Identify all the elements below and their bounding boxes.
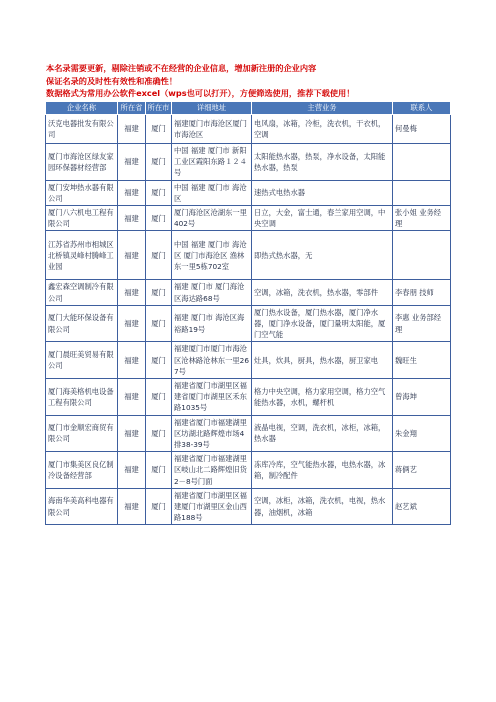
header-company-name: 企业名称 <box>46 102 118 115</box>
company-name-cell: 鑫宏森空调制冷有限公司 <box>46 280 118 305</box>
city-cell: 厦门 <box>146 180 172 205</box>
business-cell: 太阳能热水器，热泵，净水设备，太阳能热水器，热泵 <box>252 144 393 181</box>
header-province: 所在省 <box>118 102 146 115</box>
address-cell: 福建省厦门市福建湖里区坊湖北路辉煌市场4排38-39号 <box>172 415 252 452</box>
business-cell: 液晶电视，空调，洗衣机，冰柜，冰箱，热水器 <box>252 415 393 452</box>
address-cell: 福建省厦门市福建湖里区岐山北二路辉煌旧货2－8号门面 <box>172 452 252 489</box>
table-row <box>46 280 451 305</box>
contact-cell: 朱金翔 <box>393 415 451 452</box>
table-row <box>46 488 451 525</box>
contact-cell: 蒋俩艺 <box>393 452 451 489</box>
company-name-cell: 厦门八六机电工程有限公司 <box>46 206 118 231</box>
address-cell: 福建厦门市厦门市海沧区沧林路沧林东一里267号 <box>172 342 252 379</box>
address-cell: 福建 厦门市 海沧区海裕路19号 <box>172 305 252 342</box>
table-header-row <box>46 102 451 115</box>
province-cell: 福建 <box>118 180 146 205</box>
address-cell: 福建厦门市海沧区厦门市海沧区 <box>172 115 252 144</box>
table-row <box>46 231 451 280</box>
business-cell: 日立，大金，富士通，春兰家用空调，中央空调 <box>252 206 393 231</box>
city-cell: 厦门 <box>146 206 172 231</box>
business-cell: 灶具，炊具，厨具，热水器，厨卫家电 <box>252 342 393 379</box>
company-name-cell: 厦门市集美区良亿制冷设备经营部 <box>46 452 118 489</box>
contact-cell <box>393 144 451 181</box>
city-cell: 厦门 <box>146 305 172 342</box>
city-cell: 厦门 <box>146 115 172 144</box>
company-name-cell: 江苏省苏州市相城区北桥镇灵峰村腾峰工业园 <box>46 231 118 280</box>
city-cell: 厦门 <box>146 144 172 181</box>
province-cell: 福建 <box>118 206 146 231</box>
address-cell: 中国 福建 厦门市 海沧区 <box>172 180 252 205</box>
province-cell: 福建 <box>118 280 146 305</box>
province-cell: 福建 <box>118 115 146 144</box>
company-table <box>45 101 451 525</box>
business-cell: 空调，冰柜，冰箱，洗衣机，电视，热水器，油烟机，冰箱 <box>252 488 393 525</box>
province-cell: 福建 <box>118 415 146 452</box>
contact-cell: 魏旺生 <box>393 342 451 379</box>
table-row <box>46 379 451 416</box>
address-cell: 中国 福建 厦门市 海沧区 厦门市海沧区 渔林东一里5栋702室 <box>172 231 252 280</box>
table-row <box>46 305 451 342</box>
city-cell: 厦门 <box>146 415 172 452</box>
contact-cell <box>393 231 451 280</box>
province-cell: 福建 <box>118 379 146 416</box>
notice-line: 数据格式为常用办公软件excel（wps也可以打开），方便筛选使用，推荐下载使用！ <box>46 88 355 99</box>
address-cell: 福建省厦门市湖里区福建厦门市湖里区金山西路188号 <box>172 488 252 525</box>
business-cell: 格力中央空调，格力家用空调，格力空气能热水器，水机，螺杆机 <box>252 379 393 416</box>
business-cell: 厦门热水设备，厦门热水器，厦门净水器，厦门净水设备，厦门量明太阳能，厦门空气能 <box>252 305 393 342</box>
contact-cell: 李惠 业务部经理 <box>393 305 451 342</box>
contact-cell: 赵艺斌 <box>393 488 451 525</box>
business-cell: 速热式电热水器 <box>252 180 393 205</box>
city-cell: 厦门 <box>146 488 172 525</box>
notice-line: 本名录需要更新，剔除注销或不在经营的企业信息，增加新注册的企业内容 <box>46 63 317 73</box>
header-contact: 联系人 <box>393 102 451 115</box>
address-cell: 中国 福建 厦门市 新阳工业区霞阳东路１２４号 <box>172 144 252 181</box>
city-cell: 厦门 <box>146 342 172 379</box>
company-name-cell: 厦门市海沧区绿友家园环保器材经营部 <box>46 144 118 181</box>
notice-block <box>46 62 466 100</box>
company-name-cell: 海南华美高科电器有限公司 <box>46 488 118 525</box>
header-city: 所在市 <box>146 102 172 115</box>
table-row <box>46 206 451 231</box>
notice-line: 保证名录的及时性有效性和准确性！ <box>46 75 178 86</box>
contact-cell: 何曼梅 <box>393 115 451 144</box>
table-row <box>46 180 451 205</box>
province-cell: 福建 <box>118 488 146 525</box>
company-name-cell: 沃克电器批发有限公司 <box>46 115 118 144</box>
city-cell: 厦门 <box>146 231 172 280</box>
table-row <box>46 144 451 181</box>
contact-cell: 张小姐 业务经理 <box>393 206 451 231</box>
province-cell: 福建 <box>118 452 146 489</box>
company-name-cell: 厦门海美格机电设备工程有限公司 <box>46 379 118 416</box>
business-cell: 电风扇，冰箱，冷柜，洗衣机，干衣机，空调 <box>252 115 393 144</box>
province-cell: 福建 <box>118 231 146 280</box>
province-cell: 福建 <box>118 342 146 379</box>
contact-cell: 李春朋 技师 <box>393 280 451 305</box>
city-cell: 厦门 <box>146 280 172 305</box>
city-cell: 厦门 <box>146 379 172 416</box>
company-name-cell: 厦门安坤热水器有限公司 <box>46 180 118 205</box>
contact-cell <box>393 180 451 205</box>
company-name-cell: 厦门大能环保设备有限公司 <box>46 305 118 342</box>
province-cell: 福建 <box>118 305 146 342</box>
table-row <box>46 342 451 379</box>
business-cell: 空调，冰箱，洗衣机，热水器，零部件 <box>252 280 393 305</box>
table-row <box>46 452 451 489</box>
address-cell: 厦门海沧区沧湖东一里402号 <box>172 206 252 231</box>
company-name-cell: 厦门市金顺宏商贸有限公司 <box>46 415 118 452</box>
business-cell: 冻库冷库，空气能热水器，电热水器，冰箱，制冷配件 <box>252 452 393 489</box>
table-row <box>46 415 451 452</box>
province-cell: 福建 <box>118 144 146 181</box>
business-cell: 即热式热水器，无 <box>252 231 393 280</box>
header-business: 主营业务 <box>252 102 393 115</box>
city-cell: 厦门 <box>146 452 172 489</box>
header-address: 详细地址 <box>172 102 252 115</box>
contact-cell: 曾海坤 <box>393 379 451 416</box>
address-cell: 福建省厦门市湖里区福建省厦门市湖里区禾东路1035号 <box>172 379 252 416</box>
address-cell: 福建 厦门市 厦门海沧区海达路68号 <box>172 280 252 305</box>
company-name-cell: 厦门晨旺美贸易有限公司 <box>46 342 118 379</box>
table-row <box>46 115 451 144</box>
